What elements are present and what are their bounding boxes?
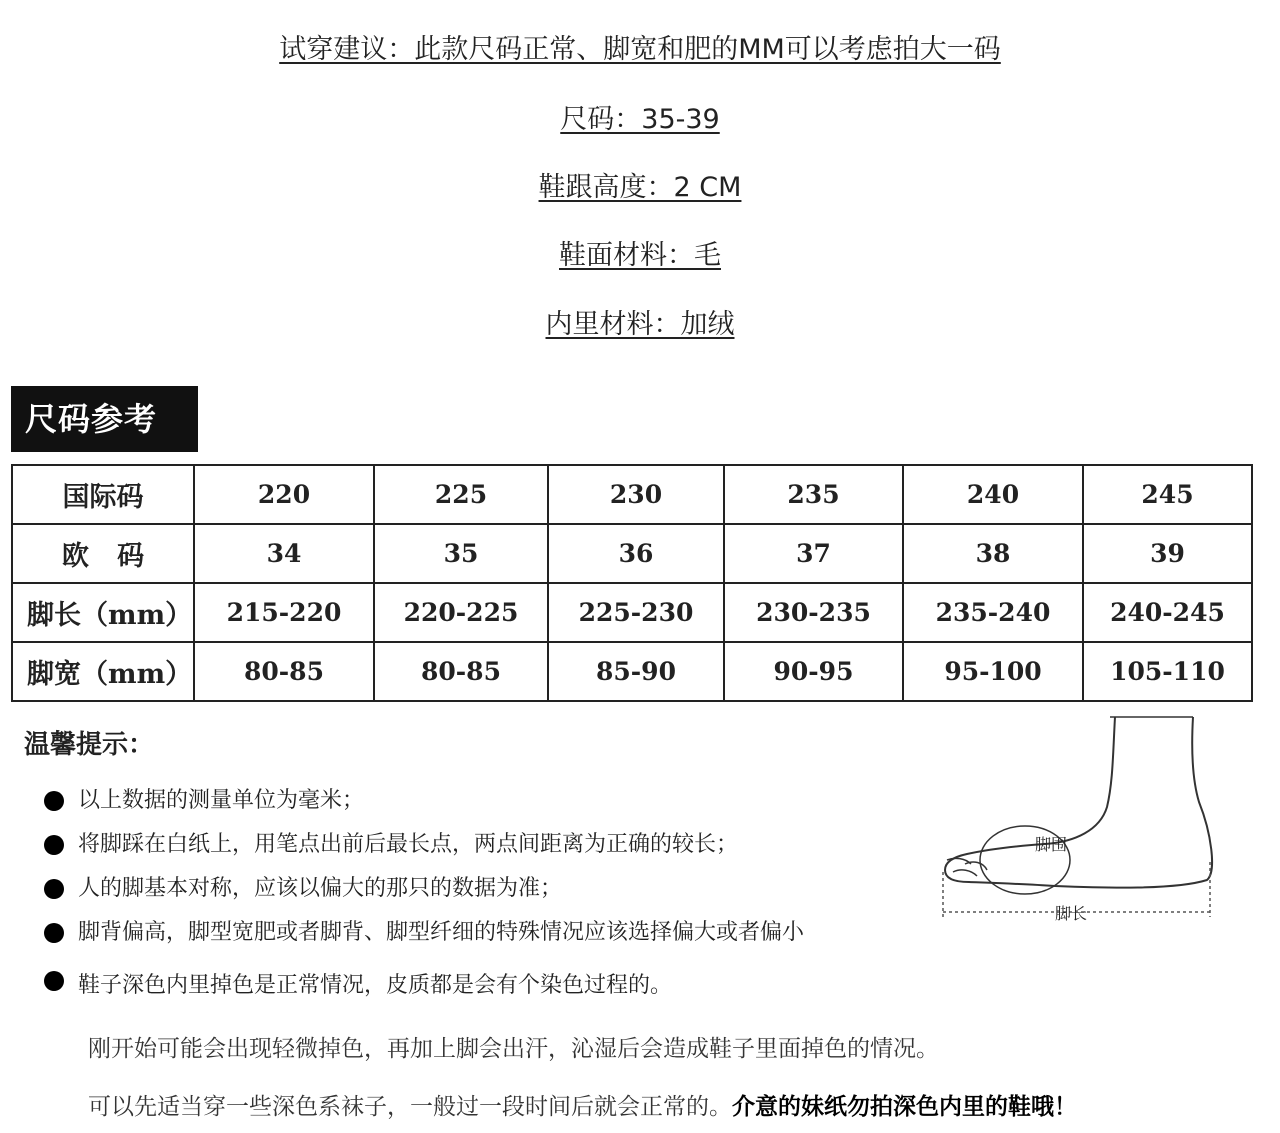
note-line-2 <box>88 1088 1077 1121</box>
table-row-intl-size <box>12 465 1252 524</box>
bullet-icon <box>44 923 64 943</box>
tip-item <box>44 827 738 858</box>
tip-text: 脚背偏高，脚型宽肥或者脚背、脚型纤细的特殊情况应该选择偏大或者偏小 <box>78 920 805 945</box>
tip-item <box>44 915 804 946</box>
table-cell: 80-85 <box>194 642 374 701</box>
bullet-icon <box>44 971 64 991</box>
bullet-icon <box>44 791 64 811</box>
table-cell: 80-85 <box>374 642 548 701</box>
tips-title: 温馨提示： <box>24 730 155 760</box>
fit-advice: 试穿建议：此款尺码正常、脚宽和肥的MM可以考虑拍大一码 <box>279 34 1001 65</box>
bullet-icon <box>44 879 64 899</box>
row-header: 脚长（mm） <box>12 583 194 642</box>
note-line-1: 刚开始可能会出现轻微掉色，再加上脚会出汗，沁湿后会造成鞋子里面掉色的情况。 <box>88 1036 939 1062</box>
table-row-foot-length <box>12 583 1252 642</box>
table-cell: 245 <box>1083 465 1252 524</box>
table-cell: 37 <box>724 524 903 583</box>
table-cell: 90-95 <box>724 642 903 701</box>
size-table <box>11 464 1253 702</box>
table-cell: 225 <box>374 465 548 524</box>
row-header: 脚宽（mm） <box>12 642 194 701</box>
upper-material: 鞋面材料：毛 <box>559 240 721 271</box>
size-reference-label: 尺码参考 <box>11 386 198 452</box>
table-cell: 35 <box>374 524 548 583</box>
heel-height: 鞋跟高度：2 CM <box>538 172 742 203</box>
table-row-eu-size <box>12 524 1252 583</box>
tip-text: 人的脚基本对称，应该以偏大的那只的数据为准； <box>78 876 563 901</box>
length-label: 脚长 <box>1055 904 1088 923</box>
table-cell: 230-235 <box>724 583 903 642</box>
note-text: 可以先适当穿一些深色系袜子，一般过一段时间后就会正常的。 <box>88 1094 732 1120</box>
table-cell: 240-245 <box>1083 583 1252 642</box>
table-cell: 220-225 <box>374 583 548 642</box>
tip-item <box>44 871 562 902</box>
table-cell: 34 <box>194 524 374 583</box>
table-cell: 240 <box>903 465 1083 524</box>
table-cell: 39 <box>1083 524 1252 583</box>
table-cell: 85-90 <box>548 642 724 701</box>
girth-label: 脚围 <box>1035 835 1068 854</box>
tip-text: 以上数据的测量单位为毫米； <box>78 788 365 813</box>
tip-text: 鞋子深色内里掉色是正常情况，皮质都是会有个染色过程的。 <box>78 973 673 998</box>
table-cell: 215-220 <box>194 583 374 642</box>
foot-measure-illustration <box>935 712 1225 932</box>
table-row-foot-width <box>12 642 1252 701</box>
table-cell: 235 <box>724 465 903 524</box>
bullet-icon <box>44 835 64 855</box>
tip-item <box>44 783 364 814</box>
table-cell: 95-100 <box>903 642 1083 701</box>
table-cell: 36 <box>548 524 724 583</box>
table-cell: 235-240 <box>903 583 1083 642</box>
tip-text: 将脚踩在白纸上，用笔点出前后最长点，两点间距离为正确的较长； <box>78 832 739 857</box>
size-range: 尺码：35-39 <box>560 104 720 135</box>
table-cell: 220 <box>194 465 374 524</box>
note-warning: 介意的妹纸勿拍深色内里的鞋哦！ <box>732 1094 1077 1120</box>
lining-material: 内里材料：加绒 <box>545 309 735 340</box>
row-header: 欧 码 <box>12 524 194 583</box>
table-cell: 230 <box>548 465 724 524</box>
table-cell: 38 <box>903 524 1083 583</box>
tip-item <box>44 968 672 999</box>
table-cell: 225-230 <box>548 583 724 642</box>
row-header: 国际码 <box>12 465 194 524</box>
table-cell: 105-110 <box>1083 642 1252 701</box>
